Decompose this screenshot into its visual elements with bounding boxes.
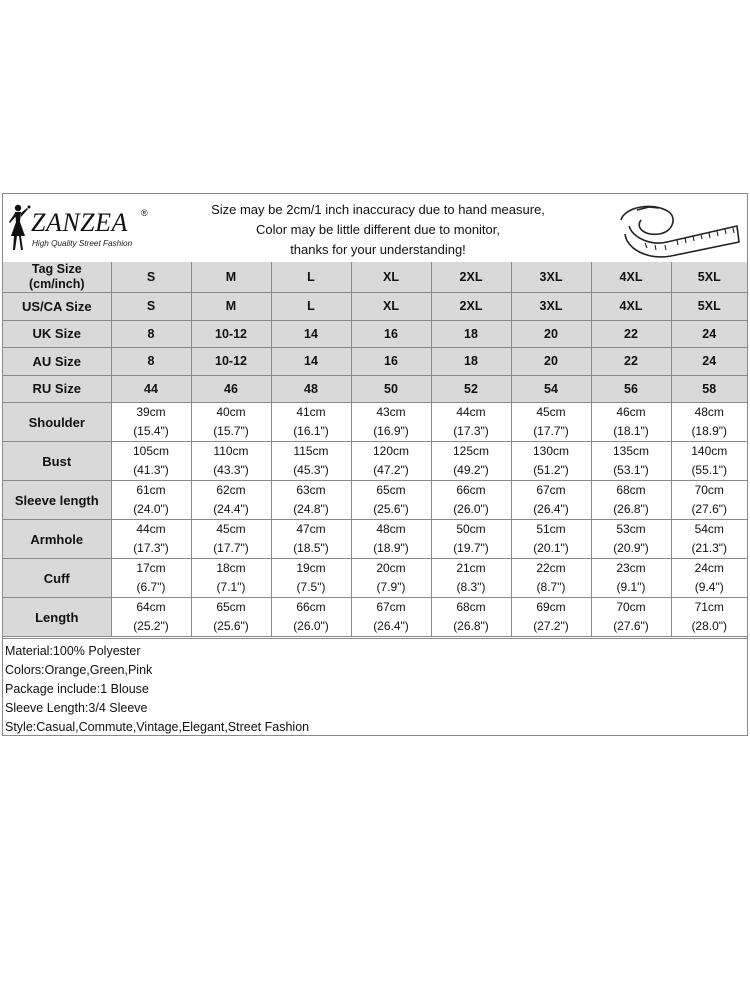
cm-value: 61cm <box>136 483 166 497</box>
measuring-tape-icon <box>615 198 743 260</box>
notice-line: Size may be 2cm/1 inch inaccuracy due to hand measure, <box>211 202 545 217</box>
measure-cell <box>591 403 671 442</box>
table-row <box>3 320 747 348</box>
inch-value: (24.8") <box>293 502 329 516</box>
brand-logo <box>5 200 155 258</box>
size-cell: 8 <box>111 320 191 348</box>
inch-value: (26.4") <box>533 502 569 516</box>
table-row <box>3 598 747 637</box>
cm-value: 66cm <box>296 600 326 614</box>
measure-cell <box>431 559 511 598</box>
cm-value: 44cm <box>456 405 486 419</box>
measure-cell <box>111 559 191 598</box>
inch-value: (24.0") <box>133 502 169 516</box>
measure-cell <box>511 442 591 481</box>
measure-cell <box>351 598 431 637</box>
inch-value: (18.1") <box>613 424 649 438</box>
measure-cell <box>671 403 747 442</box>
row-label <box>3 262 111 293</box>
cm-value: 51cm <box>536 522 566 536</box>
cm-value: 40cm <box>216 405 246 419</box>
cm-value: 70cm <box>616 600 646 614</box>
cm-value: 23cm <box>616 561 646 575</box>
size-cell: XL <box>351 293 431 321</box>
size-cell: 16 <box>351 348 431 376</box>
size-cell: L <box>271 262 351 293</box>
cm-value: 135cm <box>612 444 650 458</box>
cm-value: 125cm <box>452 444 490 458</box>
inch-value: (27.6") <box>691 502 728 516</box>
size-cell: M <box>191 293 271 321</box>
size-cell: 18 <box>431 348 511 376</box>
table-row <box>3 520 747 559</box>
measure-cell <box>351 520 431 559</box>
measure-cell <box>431 520 511 559</box>
size-table <box>3 262 747 637</box>
inch-value: (24.4") <box>213 502 249 516</box>
measure-cell <box>431 442 511 481</box>
inch-value: (8.7") <box>536 580 566 594</box>
cm-value: 43cm <box>376 405 406 419</box>
cm-value: 140cm <box>691 444 728 458</box>
measure-cell <box>111 403 191 442</box>
measure-cell <box>511 559 591 598</box>
size-cell: 46 <box>191 375 271 403</box>
measure-cell <box>671 481 747 520</box>
cm-value: 71cm <box>694 600 724 614</box>
measure-cell <box>671 598 747 637</box>
cm-value: 45cm <box>536 405 566 419</box>
cm-value: 39cm <box>136 405 166 419</box>
measure-cell <box>431 403 511 442</box>
measure-cell <box>671 442 747 481</box>
inch-value: (25.6") <box>213 619 249 633</box>
table-row <box>3 262 747 293</box>
measure-cell <box>351 403 431 442</box>
measure-cell <box>271 481 351 520</box>
measure-cell <box>191 559 271 598</box>
inch-value: (17.3") <box>133 541 169 555</box>
inch-value: (6.7") <box>136 580 166 594</box>
size-cell: 54 <box>511 375 591 403</box>
inch-value: (26.0") <box>453 502 489 516</box>
row-label-line: Tag Size <box>31 262 82 276</box>
size-cell: XL <box>351 262 431 293</box>
fashion-model-icon <box>5 202 31 254</box>
size-cell: 8 <box>111 348 191 376</box>
cm-value: 64cm <box>136 600 166 614</box>
size-chart <box>2 193 748 736</box>
row-label: Length <box>3 598 111 637</box>
measurement-notice <box>163 200 593 260</box>
detail-sleeve-length: Sleeve Length:3/4 Sleeve <box>5 701 148 715</box>
inch-value: (7.5") <box>296 580 326 594</box>
size-cell: 20 <box>511 348 591 376</box>
detail-colors: Colors:Orange,Green,Pink <box>5 663 153 677</box>
measure-cell <box>671 520 747 559</box>
inch-value: (26.4") <box>373 619 409 633</box>
inch-value: (15.4") <box>133 424 169 438</box>
size-cell: 14 <box>271 348 351 376</box>
measure-cell <box>351 559 431 598</box>
product-details <box>3 638 747 737</box>
size-cell: 3XL <box>511 262 591 293</box>
row-label: Sleeve length <box>3 481 111 520</box>
measure-cell <box>111 442 191 481</box>
size-cell: 14 <box>271 320 351 348</box>
size-cell: 10-12 <box>191 348 271 376</box>
size-cell: M <box>191 262 271 293</box>
inch-value: (26.8") <box>453 619 489 633</box>
measure-cell <box>511 481 591 520</box>
inch-value: (28.0") <box>691 619 728 633</box>
size-cell: 44 <box>111 375 191 403</box>
cm-value: 67cm <box>376 600 406 614</box>
inch-value: (20.9") <box>613 541 649 555</box>
inch-value: (47.2") <box>373 463 409 477</box>
measure-cell <box>591 559 671 598</box>
size-cell: 20 <box>511 320 591 348</box>
inch-value: (15.7") <box>213 424 249 438</box>
cm-value: 120cm <box>372 444 410 458</box>
inch-value: (51.2") <box>533 463 569 477</box>
size-cell: 50 <box>351 375 431 403</box>
measure-cell <box>271 520 351 559</box>
inch-value: (27.6") <box>613 619 649 633</box>
brand-name: ZANZEA <box>31 208 128 237</box>
cm-value: 50cm <box>456 522 486 536</box>
size-cell: 18 <box>431 320 511 348</box>
cm-value: 20cm <box>376 561 406 575</box>
inch-value: (17.7") <box>213 541 249 555</box>
size-cell: S <box>111 262 191 293</box>
size-cell: 2XL <box>431 262 511 293</box>
measure-cell <box>591 481 671 520</box>
measure-cell <box>191 520 271 559</box>
cm-value: 70cm <box>694 483 724 497</box>
size-chart-header <box>3 194 747 263</box>
detail-material: Material:100% Polyester <box>5 644 141 658</box>
cm-value: 65cm <box>376 483 406 497</box>
size-cell: 10-12 <box>191 320 271 348</box>
cm-value: 48cm <box>694 405 724 419</box>
cm-value: 69cm <box>536 600 566 614</box>
row-label: Armhole <box>3 520 111 559</box>
detail-package: Package include:1 Blouse <box>5 682 149 696</box>
inch-value: (18.9") <box>373 541 409 555</box>
measure-cell <box>271 442 351 481</box>
row-label: Shoulder <box>3 403 111 442</box>
cm-value: 68cm <box>456 600 486 614</box>
cm-value: 18cm <box>216 561 246 575</box>
row-label: UK Size <box>3 320 111 348</box>
table-row <box>3 559 747 598</box>
cm-value: 19cm <box>296 561 326 575</box>
measure-cell <box>591 598 671 637</box>
cm-value: 130cm <box>532 444 570 458</box>
size-cell: 4XL <box>591 262 671 293</box>
measure-cell <box>431 481 511 520</box>
cm-value: 54cm <box>694 522 724 536</box>
measure-cell <box>671 559 747 598</box>
cm-value: 45cm <box>216 522 246 536</box>
cm-value: 44cm <box>136 522 166 536</box>
size-cell: 2XL <box>431 293 511 321</box>
inch-value: (27.2") <box>533 619 569 633</box>
cm-value: 67cm <box>536 483 566 497</box>
measure-cell <box>111 520 191 559</box>
measure-cell <box>351 442 431 481</box>
measure-cell <box>351 481 431 520</box>
measure-cell <box>191 403 271 442</box>
table-row <box>3 403 747 442</box>
inch-value: (9.1") <box>616 580 646 594</box>
measure-cell <box>511 520 591 559</box>
size-cell: 24 <box>671 348 747 376</box>
cm-value: 47cm <box>296 522 326 536</box>
size-cell: 58 <box>671 375 747 403</box>
size-cell: 24 <box>671 320 747 348</box>
cm-value: 24cm <box>694 561 724 575</box>
inch-value: (43.3") <box>213 463 249 477</box>
detail-style: Style:Casual,Commute,Vintage,Elegant,Street Fashion <box>5 720 310 734</box>
cm-value: 63cm <box>296 483 326 497</box>
cm-value: 65cm <box>216 600 246 614</box>
size-cell: 4XL <box>591 293 671 321</box>
inch-value: (26.8") <box>613 502 649 516</box>
inch-value: (19.7") <box>453 541 489 555</box>
inch-value: (49.2") <box>453 463 489 477</box>
cm-value: 53cm <box>616 522 646 536</box>
inch-value: (16.1") <box>293 424 329 438</box>
measure-cell <box>191 598 271 637</box>
inch-value: (8.3") <box>456 580 486 594</box>
inch-value: (25.6") <box>373 502 409 516</box>
inch-value: (25.2") <box>133 619 169 633</box>
inch-value: (41.3") <box>133 463 169 477</box>
measure-cell <box>191 481 271 520</box>
cm-value: 62cm <box>216 483 246 497</box>
row-label: Cuff <box>3 559 111 598</box>
inch-value: (18.9") <box>691 424 728 438</box>
measure-cell <box>111 598 191 637</box>
notice-line: thanks for your understanding! <box>290 242 466 257</box>
inch-value: (21.3") <box>691 541 728 555</box>
inch-value: (53.1") <box>613 463 649 477</box>
measure-cell <box>271 403 351 442</box>
cm-value: 22cm <box>536 561 566 575</box>
size-cell: S <box>111 293 191 321</box>
cm-value: 115cm <box>293 444 329 458</box>
inch-value: (20.1") <box>533 541 569 555</box>
inch-value: (18.5") <box>293 541 329 555</box>
size-cell: 52 <box>431 375 511 403</box>
cm-value: 21cm <box>456 561 486 575</box>
inch-value: (16.9") <box>373 424 409 438</box>
row-label: AU Size <box>3 348 111 376</box>
inch-value: (17.7") <box>533 424 569 438</box>
row-label-line: (cm/inch) <box>28 277 85 291</box>
brand-tagline: High Quality Street Fashion <box>32 239 133 248</box>
measure-cell <box>511 403 591 442</box>
registered-mark: ® <box>141 208 148 218</box>
table-row <box>3 348 747 376</box>
cm-value: 41cm <box>296 405 326 419</box>
notice-line: Color may be little different due to monitor, <box>256 222 500 237</box>
inch-value: (7.9") <box>376 580 406 594</box>
size-cell: 5XL <box>671 293 747 321</box>
measure-cell <box>431 598 511 637</box>
size-cell: 48 <box>271 375 351 403</box>
size-cell: 3XL <box>511 293 591 321</box>
cm-value: 17cm <box>136 561 166 575</box>
inch-value: (26.0") <box>293 619 329 633</box>
measure-cell <box>111 481 191 520</box>
cm-value: 46cm <box>616 405 646 419</box>
inch-value: (55.1") <box>691 463 728 477</box>
inch-value: (17.3") <box>453 424 489 438</box>
size-cell: 56 <box>591 375 671 403</box>
measure-cell <box>191 442 271 481</box>
inch-value: (7.1") <box>216 580 246 594</box>
size-cell: L <box>271 293 351 321</box>
cm-value: 110cm <box>213 444 249 458</box>
row-label: Bust <box>3 442 111 481</box>
table-row <box>3 481 747 520</box>
inch-value: (45.3") <box>293 463 329 477</box>
table-row <box>3 293 747 321</box>
measure-cell <box>511 598 591 637</box>
table-row <box>3 442 747 481</box>
measure-cell <box>591 520 671 559</box>
cm-value: 68cm <box>616 483 646 497</box>
row-label: RU Size <box>3 375 111 403</box>
table-row <box>3 375 747 403</box>
cm-value: 48cm <box>376 522 406 536</box>
measure-cell <box>591 442 671 481</box>
size-cell: 22 <box>591 320 671 348</box>
size-cell: 16 <box>351 320 431 348</box>
inch-value: (9.4") <box>694 580 724 594</box>
measure-cell <box>271 598 351 637</box>
size-cell: 5XL <box>671 262 747 293</box>
cm-value: 66cm <box>456 483 486 497</box>
cm-value: 105cm <box>132 444 170 458</box>
row-label: US/CA Size <box>3 293 111 321</box>
size-cell: 22 <box>591 348 671 376</box>
measure-cell <box>271 559 351 598</box>
